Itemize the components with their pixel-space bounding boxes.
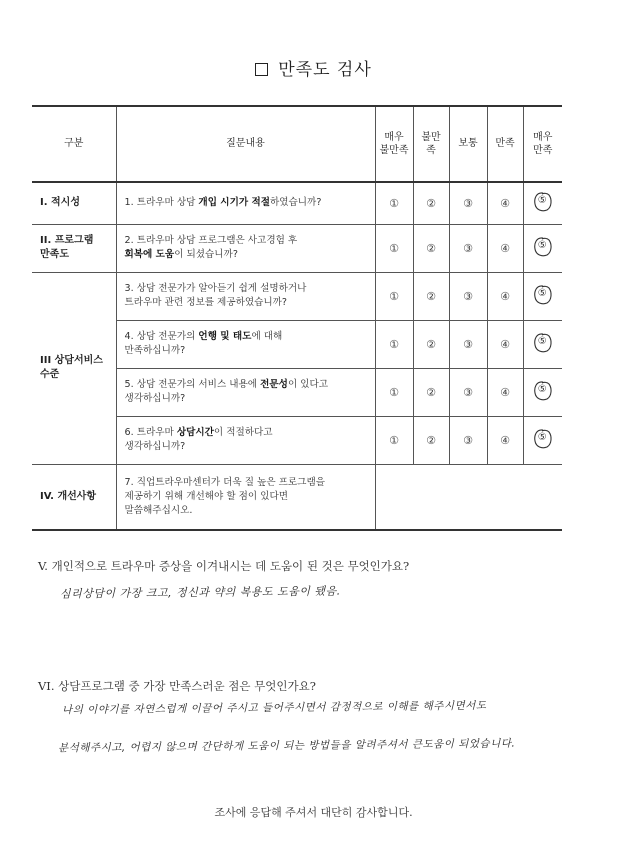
selected-option-circle: ⑤ [535,194,551,210]
question-cell: 5. 상담 전문가의 서비스 내용에 전문성이 있다고 생각하십니까? [116,368,375,416]
option-cell [523,368,562,416]
option-mark: ③ [463,433,473,447]
option-mark: ② [426,196,436,210]
question-5: V. 개인적으로 트라우마 증상을 이겨내시는 데 도움이 된 것은 무엇인가요? [38,559,410,573]
page-title: 만족도 검사 [0,55,627,80]
header-option-3: 보통 [449,106,487,182]
category-cell: II. 프로그램 만족도 [32,224,116,272]
option-cell [375,272,413,320]
selected-option-circle: ⑤ [535,335,551,351]
option-cell [449,182,487,224]
option-mark: ① [389,289,399,303]
category-cell: I. 적시성 [32,182,116,224]
selected-option-circle: ⑤ [535,287,551,303]
option-cell [449,224,487,272]
option-mark: ④ [500,196,510,210]
question-cell: 3. 상담 전문가가 알아듣기 쉽게 설명하거나 트라우마 관련 정보를 제공하였습니까? [116,272,375,320]
option-cell [375,320,413,368]
question-cell: 1. 트라우마 상담 개입 시기가 적절하였습니까? [116,182,375,224]
option-mark: ① [389,241,399,255]
option-mark: ④ [500,241,510,255]
header-option-4: 만족 [487,106,523,182]
checkbox-square-icon [255,63,268,76]
answer-5-handwriting: 심리상담이 가장 크고, 정신과 약의 복용도 도움이 됐음. [59,584,341,601]
option-mark: ② [426,433,436,447]
option-cell [523,320,562,368]
option-cell [487,272,523,320]
option-mark: ① [389,385,399,399]
option-mark: ① [389,433,399,447]
option-cell [413,182,449,224]
option-mark: ③ [463,241,473,255]
option-cell [487,224,523,272]
option-cell [449,368,487,416]
table-header-row [32,106,562,182]
question-cell: 6. 트라우마 상담시간이 적절하다고 생각하십니까? [116,416,375,464]
header-option-5: 매우 만족 [523,106,562,182]
option-cell [523,182,562,224]
option-cell [523,272,562,320]
selected-option-circle: ⑤ [535,239,551,255]
satisfaction-table [32,105,562,531]
option-cell [487,182,523,224]
header-category: 구분 [32,106,116,182]
table-row [32,182,562,224]
option-cell [487,416,523,464]
answer-6-line-2: 분석해주시고, 어렵지 않으며 간단하게 도움이 되는 방법들을 알려주셔서 큰도움이 되었습니다. [57,737,516,755]
option-cell [413,416,449,464]
option-mark: ④ [500,337,510,351]
option-cell [487,320,523,368]
table-row [32,224,562,272]
option-mark: ③ [463,196,473,210]
option-mark: ④ [500,433,510,447]
option-cell [375,182,413,224]
open-answer-cell [375,464,562,530]
category-cell: III 상담서비스 수준 [32,272,116,464]
option-cell [449,416,487,464]
thanks-message: 조사에 응답해 주셔서 대단히 감사합니다. [214,806,413,819]
option-mark: ② [426,385,436,399]
selected-option-circle: ⑤ [535,431,551,447]
option-mark: ① [389,337,399,351]
answer-6-line-1: 나의 이야기를 자연스럽게 이끌어 주시고 들어주시면서 감정적으로 이해를 해주시면서도 [61,699,487,717]
option-cell [413,320,449,368]
option-mark: ③ [463,385,473,399]
option-cell [523,416,562,464]
header-option-1: 매우 불만족 [375,106,413,182]
option-mark: ② [426,241,436,255]
header-option-2: 불만 족 [413,106,449,182]
option-cell [375,224,413,272]
option-cell [375,368,413,416]
selected-option-circle: ⑤ [535,383,551,399]
option-cell [449,272,487,320]
option-mark: ③ [463,337,473,351]
question-cell: 2. 트라우마 상담 프로그램은 사고경험 후 회복에 도움이 되셨습니까? [116,224,375,272]
question-cell: 7. 직업트라우마센터가 더욱 질 높은 프로그램을 제공하기 위해 개선해야 할 점이 있다면 말씀해주십시오. [116,464,375,530]
option-cell [523,224,562,272]
option-mark: ② [426,289,436,303]
option-cell [413,368,449,416]
option-cell [375,416,413,464]
table-row [32,272,562,320]
option-mark: ④ [500,289,510,303]
option-mark: ② [426,337,436,351]
option-cell [413,272,449,320]
option-cell [449,320,487,368]
table-row [32,464,562,530]
option-cell [413,224,449,272]
header-question: 질문내용 [116,106,375,182]
option-mark: ④ [500,385,510,399]
category-cell: IV. 개선사항 [32,464,116,530]
question-cell: 4. 상담 전문가의 언행 및 태도에 대해 만족하십니까? [116,320,375,368]
table-body [32,182,562,530]
question-6: VI. 상담프로그램 중 가장 만족스러운 점은 무엇인가요? [38,679,316,693]
option-mark: ③ [463,289,473,303]
option-mark: ① [389,196,399,210]
option-cell [487,368,523,416]
